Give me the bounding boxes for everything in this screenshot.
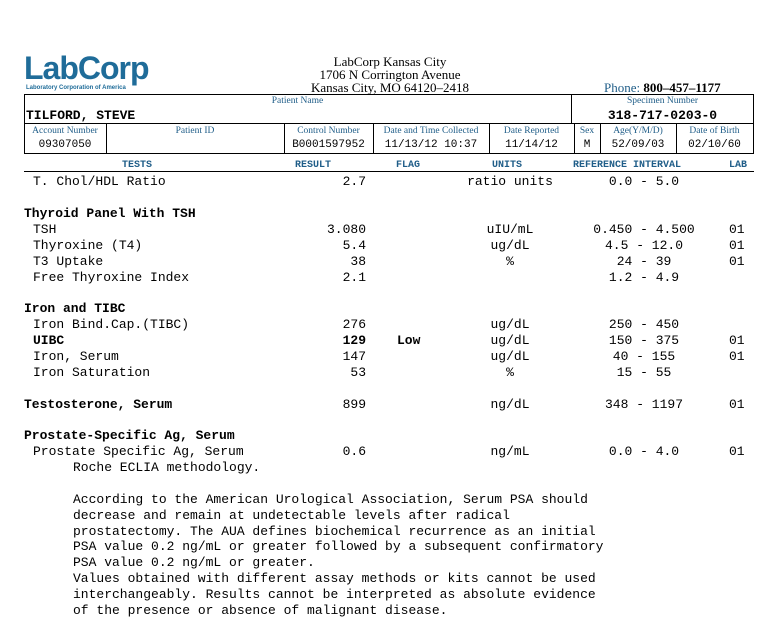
- result-row: [0, 365, 758, 381]
- test-reference: 1.2 - 4.9: [608, 270, 680, 285]
- specimen-number: 318-717-0203-0: [607, 108, 718, 123]
- section-title: Testosterone, Serum: [24, 397, 173, 412]
- test-name: Iron Bind.Cap.(TIBC): [33, 317, 190, 332]
- section-heading: [0, 428, 758, 444]
- col-tests: TESTS: [122, 160, 153, 171]
- col-reference-interval: REFERENCE INTERVAL: [573, 160, 682, 171]
- col-flag: FLAG: [396, 160, 421, 171]
- specimen-number-label: Specimen Number: [627, 96, 698, 106]
- dob-label: Date of Birth: [689, 126, 740, 136]
- col-result: RESULT: [295, 160, 332, 171]
- comment-line: PSA value 0.2 ng/mL or greater followed by a subsequent confirmatory: [73, 539, 604, 555]
- lab-street: 1706 N Corrington Avenue: [319, 67, 461, 82]
- comment-line: decrease and remain at undetectable levels after radical: [73, 507, 510, 523]
- labcorp-logo: [24, 50, 164, 96]
- test-units: ng/dL: [490, 397, 530, 412]
- test-units: %: [506, 365, 514, 380]
- test-units: ng/mL: [490, 444, 530, 459]
- test-result: 0.6: [342, 444, 366, 459]
- account-number-label: Account Number: [32, 126, 98, 136]
- patient-name-label: Patient Name: [271, 96, 324, 106]
- divider: [753, 94, 754, 153]
- phone-number: 800–457–1177: [643, 80, 721, 95]
- test-name: Iron, Serum: [33, 349, 119, 364]
- result-row: [0, 254, 758, 270]
- section-title: Thyroid Panel With TSH: [24, 206, 196, 221]
- header-top-line: [24, 94, 754, 95]
- header-mid-line: [24, 123, 754, 124]
- result-row: [0, 238, 758, 254]
- test-units: ug/dL: [490, 317, 530, 332]
- test-lab: 01: [729, 349, 745, 364]
- age-label: Age(Y/M/D): [613, 126, 663, 136]
- test-result: 129: [342, 333, 366, 348]
- test-reference: 4.5 - 12.0: [604, 238, 683, 253]
- test-units: ug/dL: [490, 349, 530, 364]
- account-number: 09307050: [38, 139, 92, 151]
- result-row: [0, 317, 758, 333]
- section-title: Prostate-Specific Ag, Serum: [24, 428, 235, 443]
- collected-datetime: 11/13/12 10:37: [384, 139, 478, 151]
- test-units: ug/dL: [490, 238, 530, 253]
- test-lab: 01: [729, 238, 745, 253]
- comment-line: According to the American Urological Association, Serum PSA should: [73, 492, 588, 507]
- test-name: T. Chol/HDL Ratio: [33, 174, 166, 189]
- test-name: Thyroxine (T4): [33, 238, 143, 253]
- test-name: UIBC: [33, 333, 65, 348]
- test-reference: 250 - 450: [608, 317, 680, 332]
- test-reference: 24 - 39: [616, 254, 672, 269]
- comment-line: Values obtained with different assay methods or kits cannot be used: [73, 570, 596, 586]
- lab-name: LabCorp Kansas City: [333, 54, 447, 69]
- logo-tagline: Laboratory Corporation of America: [26, 85, 126, 91]
- test-units: ug/dL: [490, 333, 530, 348]
- header-bottom-line: [24, 153, 754, 154]
- result-row: [0, 349, 758, 365]
- test-reference: 348 - 1197: [604, 397, 683, 412]
- test-name: T3 Uptake: [33, 254, 104, 269]
- test-units: uIU/mL: [486, 222, 534, 237]
- col-lab: LAB: [729, 160, 748, 171]
- test-lab: 01: [729, 397, 745, 412]
- test-reference: 15 - 55: [616, 365, 672, 380]
- test-reference: 150 - 375: [608, 333, 680, 348]
- test-reference: 0.0 - 4.0: [608, 444, 680, 459]
- sex-label: Sex: [579, 126, 595, 136]
- patient-id-label: Patient ID: [175, 126, 215, 136]
- dob-value: 02/10/60: [688, 139, 741, 151]
- test-lab: 01: [729, 333, 745, 348]
- test-lab: 01: [729, 222, 745, 237]
- result-row: [0, 270, 758, 286]
- test-reference: 0.450 - 4.500: [593, 222, 695, 237]
- test-result: 899: [342, 397, 366, 412]
- test-name: Free Thyroxine Index: [33, 270, 190, 285]
- test-name: Iron Saturation: [33, 365, 151, 380]
- test-units: %: [506, 254, 514, 269]
- section-result-row: [0, 397, 758, 413]
- test-result: 276: [342, 317, 366, 332]
- test-result: 3.080: [326, 222, 366, 237]
- test-lab: 01: [729, 444, 745, 459]
- result-row: [0, 174, 758, 190]
- comment-line: of the presence or absence of malignant disease.: [73, 602, 448, 618]
- sex-value: M: [583, 139, 591, 151]
- section-title: Iron and TIBC: [24, 301, 126, 316]
- control-number: B0001597952: [292, 139, 365, 151]
- test-flag: Low: [397, 333, 421, 348]
- logo-word: LabCorp: [24, 50, 149, 86]
- result-row-flagged: [0, 333, 758, 349]
- test-name: TSH: [33, 222, 57, 237]
- test-result: 2.1: [342, 270, 366, 285]
- age-value: 52/09/03: [611, 139, 665, 151]
- test-units: ratio units: [467, 174, 553, 189]
- col-units: UNITS: [492, 160, 523, 171]
- column-header-line: [24, 171, 754, 172]
- comment-line: prostatectomy. The AUA defines biochemical recurrence as an initial: [73, 523, 596, 539]
- lab-address: [290, 55, 490, 94]
- comment-line: interchangeably. Results cannot be interpreted as absolute evidence: [73, 586, 596, 602]
- section-heading: [0, 206, 758, 222]
- reported-date: 11/14/12: [505, 139, 558, 151]
- lab-city: Kansas City, MO 64120–2418: [310, 80, 470, 95]
- test-result: 147: [342, 349, 366, 364]
- test-result: 5.4: [342, 238, 366, 253]
- collected-label: Date and Time Collected: [383, 126, 479, 136]
- test-reference: 0.0 - 5.0: [608, 174, 680, 189]
- section-heading: [0, 301, 758, 317]
- patient-name: TILFORD, STEVE: [26, 108, 136, 123]
- test-result: 2.7: [342, 174, 366, 189]
- test-result: 38: [350, 254, 366, 269]
- test-reference: 40 - 155: [612, 349, 676, 364]
- phone-label: Phone:: [604, 80, 641, 95]
- test-lab: 01: [729, 254, 745, 269]
- result-row: [0, 222, 758, 238]
- psa-comment: [73, 492, 604, 618]
- control-number-label: Control Number: [297, 126, 360, 136]
- test-name: Prostate Specific Ag, Serum: [33, 444, 244, 459]
- reported-label: Date Reported: [503, 126, 560, 136]
- method-note: Roche ECLIA methodology.: [73, 460, 261, 475]
- result-row: [0, 444, 758, 460]
- test-result: 53: [350, 365, 366, 380]
- comment-line: PSA value 0.2 ng/mL or greater.: [73, 555, 315, 571]
